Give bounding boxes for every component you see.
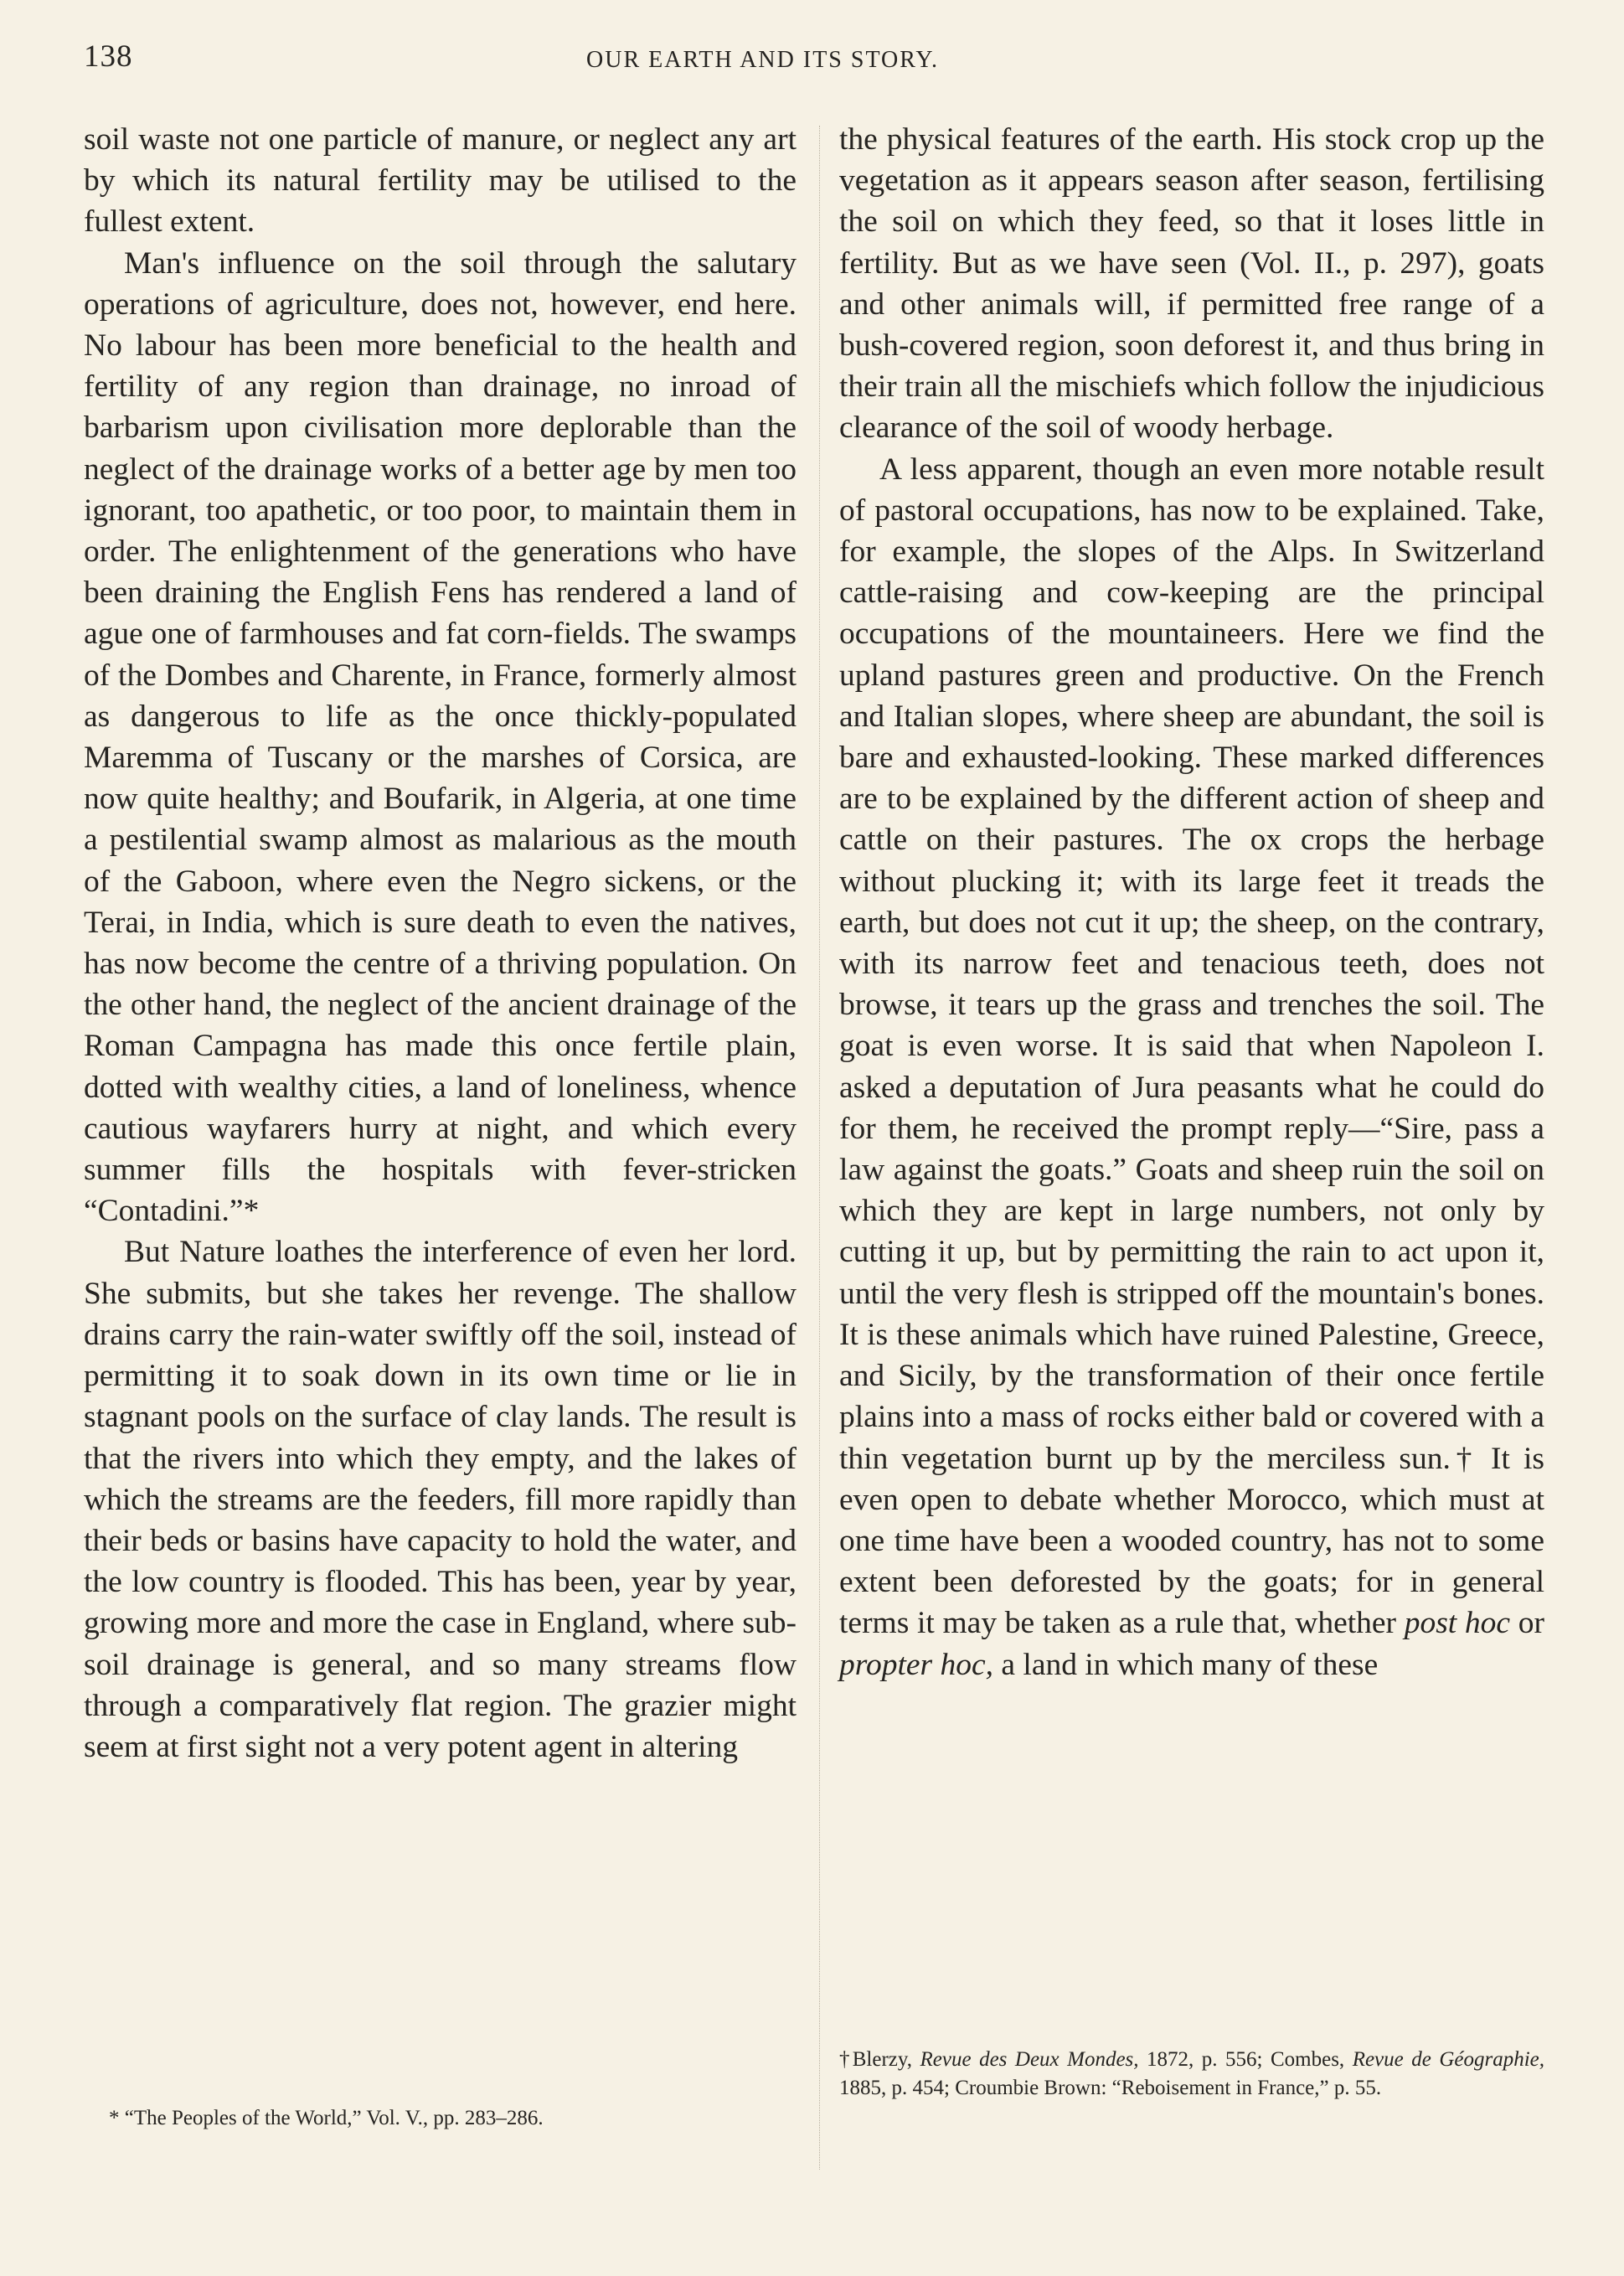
page-number: 138 <box>84 39 133 74</box>
left-column <box>84 119 797 1768</box>
left-paragraph-3: But Nature loathes the interference of even her lord. She submits, but she takes her revenge. The shallow drains carry the rain-water swiftly off the soil, instead of permitting it to soak down in its own time or lie in stagnant pools on the surface of clay lands. The result is that the rivers into which they empty, and the lakes of which the streams are the feeders, fill more rapidly than their beds or basins have capacity to hold the water, and the low country is flooded. This has been, year by year, growing more and more the case in England, where sub-soil drainage is general, and so many streams flow through a comparatively flat region. The grazier might seem at first sight not a very potent agent in altering <box>84 1235 797 1764</box>
right-paragraph-2-tail: a land in which many of these <box>1001 1647 1379 1682</box>
running-title: OUR EARTH AND ITS STORY. <box>586 47 940 73</box>
footnote-dagger-ref-2: 1885, p. 454; Croumbie Brown: “Reboisement in France,” p. 55. <box>839 2077 1382 2099</box>
footnote-dagger-author: †Blerzy, <box>839 2048 913 2071</box>
right-paragraph-1: the physical features of the earth. His stock crop up the vegetation as it appears season after season, fertilising the soil on which they feed, so that it loses little in fertility. But as we have seen (Vol. II., p. 297), goats and other animals will, if permitted free range of a bush-covered region, soon deforest it, and thus bring in their train all the mischiefs which follow the injudicious clearance of the soil of woody herbage. <box>839 122 1544 446</box>
footnote-dagger-journal-2: Revue de Géographie, <box>1352 2048 1545 2071</box>
footnote-star: * “The Peoples of the World,” Vol. V., pp. 283–286. <box>109 2107 544 2129</box>
left-paragraph-1: soil waste not one particle of manure, or neglect any art by which its natural fertility may be utilised to the fullest extent. <box>84 122 797 240</box>
right-paragraph-2 <box>839 449 1544 1685</box>
latin-connector: or <box>1518 1606 1544 1641</box>
left-paragraph-2: Man's influence on the soil through the salutary operations of agriculture, does not, however, end here. No labour has been more beneficial to the health and fertility of any region than drainage, no inroad of barbarism upon civilisation more deplorable than the neglect of the drainage works of a better age by men too ignorant, too apathetic, or too poor, to maintain them in order. The enlightenment of the generations who have been draining the English Fens has rendered a land of ague one of farmhouses and fat corn-fields. The swamps of the Dombes and Charente, in France, formerly almost as dangerous to life as the once thickly-populated Maremma of Tuscany or the marshes of Corsica, are now quite healthy; and Boufarik, in Algeria, at one time a pestilential swamp almost as malarious as the mouth of the Gaboon, where even the Negro sickens, or the Terai, in India, which is sure death to even the natives, has now become the centre of a thriving population. On the other hand, the neglect of the ancient drainage of the Roman Campagna has made this once fertile plain, dotted with wealthy cities, a land of loneliness, whence cautious wayfarers hurry at night, and which every summer fills the hospitals with fever-stricken “Contadini.”* <box>84 245 797 1229</box>
right-column <box>839 119 1544 1685</box>
footnote-dagger-ref-1: 1872, p. 556; Combes, <box>1147 2048 1345 2071</box>
column-divider <box>819 126 820 2170</box>
footnote-dagger <box>839 2046 1544 2103</box>
footnote-dagger-journal-1: Revue des Deux Mondes, <box>920 2048 1139 2071</box>
latin-phrase-post-hoc: post hoc <box>1404 1606 1511 1641</box>
latin-phrase-propter-hoc: propter hoc, <box>839 1647 994 1682</box>
right-paragraph-2-body: A less apparent, though an even more notable result of pastoral occupations, has now to be explained. Take, for example, the slopes of the Alps. In Switzerland cattle-raising and cow-keeping are the principal occupations of the mountaineers. Here we find the upland pastures green and productive. On the French and Italian slopes, where sheep are abundant, the soil is bare and exhausted-looking. These marked differences are to be explained by the different action of sheep and cattle on their pastures. The ox crops the herbage without plucking it; with its large feet it treads the earth, but does not cut it up; the sheep, on the contrary, with its narrow feet and tenacious teeth, does not browse, it tears up the grass and trenches the soil. The goat is even worse. It is said that when Napoleon I. asked a deputation of Jura peasants what he could do for them, he received the prompt reply—“Sire, pass a law against the goats.” Goats and sheep ruin the soil on which they are kept in large numbers, not only by cutting it up, but by permitting the rain to act upon it, until the very flesh is stripped off the mountain's bones. It is these animals which have ruined Palestine, Greece, and Sicily, by the transformation of their once fertile plains into a mass of rocks either bald or covered with a thin vegetation burnt up by the merciless sun.† It is even open to debate whether Morocco, which must at one time have been a wooded country, has not to some extent been deforested by the goats; for in general terms it may be taken as a rule that, whether <box>839 452 1544 1641</box>
